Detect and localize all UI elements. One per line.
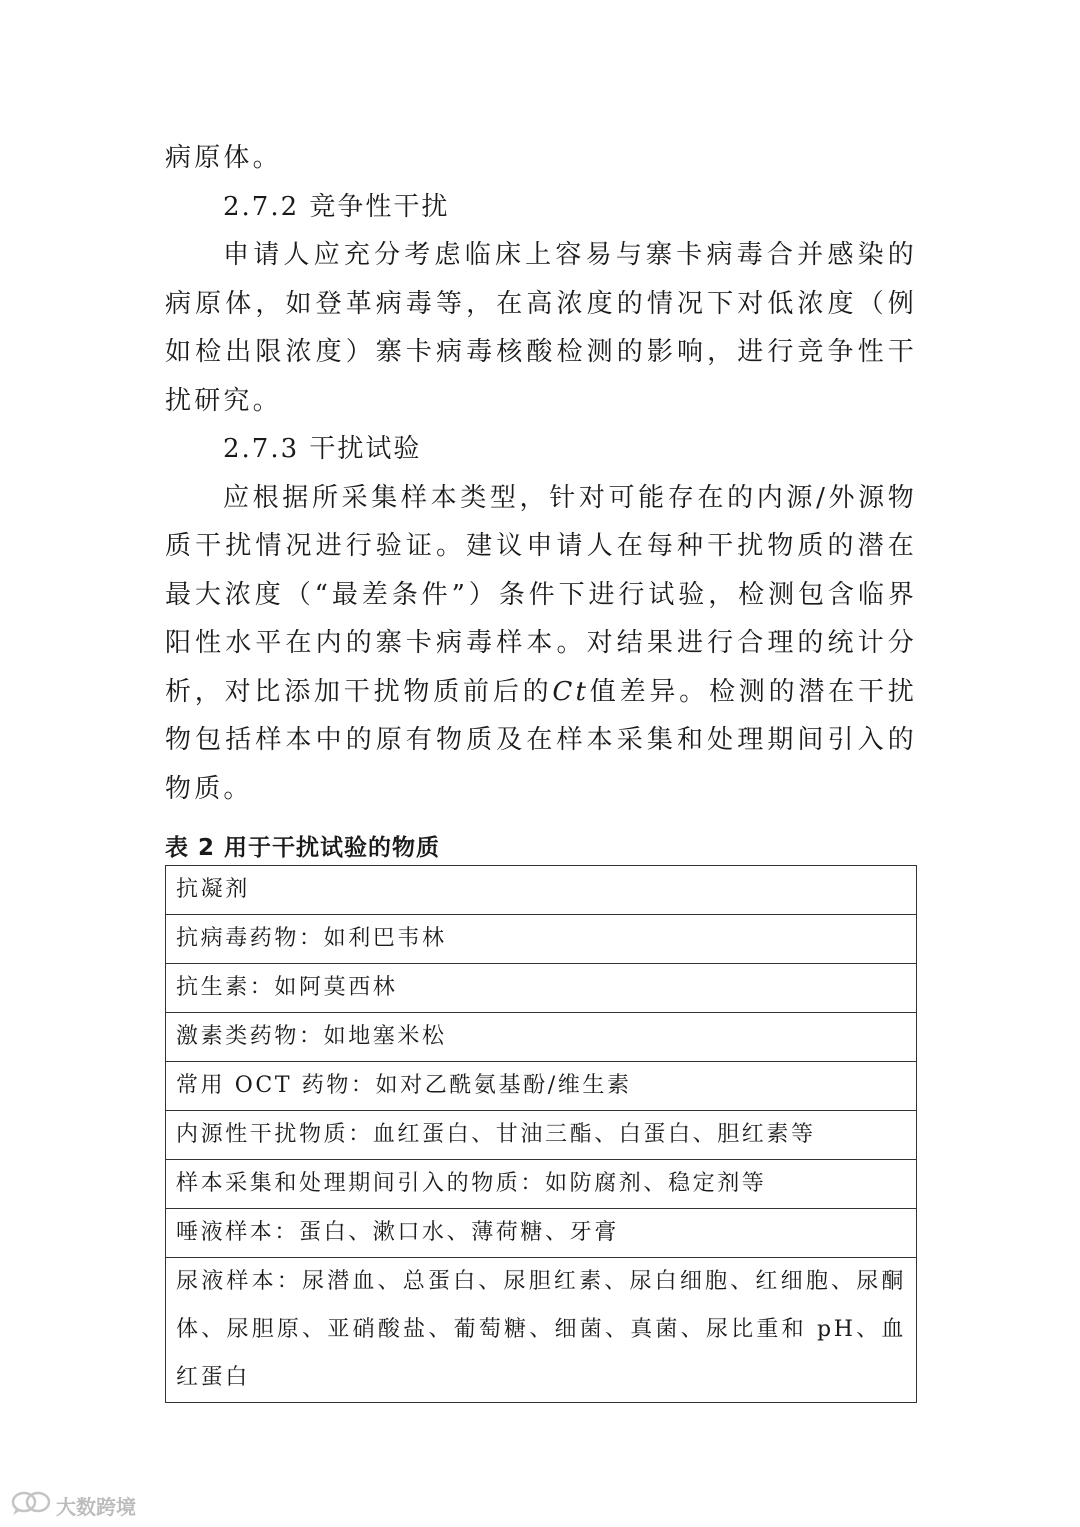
paragraph-continuation: 病原体。 xyxy=(165,143,282,173)
table-cell: 激素类药物：如地塞米松 xyxy=(166,1013,917,1062)
table-row xyxy=(166,1062,917,1111)
table-caption: 表 2 用于干扰试验的物质 xyxy=(165,835,441,861)
interference-substances-table xyxy=(165,865,917,1403)
table-cell: 内源性干扰物质：血红蛋白、甘油三酯、白蛋白、胆红素等 xyxy=(166,1111,917,1160)
table-row xyxy=(166,1013,917,1062)
paragraph-interference-test xyxy=(165,474,917,814)
table-row xyxy=(166,866,917,915)
ct-term: Ct xyxy=(552,676,590,707)
table-cell: 常用 OCT 药物：如对乙酰氨基酚/维生素 xyxy=(166,1062,917,1111)
table-row xyxy=(166,1160,917,1209)
table-cell: 抗凝剂 xyxy=(166,866,917,915)
table-cell: 样本采集和处理期间引入的物质：如防腐剂、稳定剂等 xyxy=(166,1160,917,1209)
body-text xyxy=(165,134,917,813)
watermark-text: 大数跨境 xyxy=(56,1495,136,1519)
table-cell: 尿液样本：尿潜血、总蛋白、尿胆红素、尿白细胞、红细胞、尿酮体、尿胆原、亚硝酸盐、葡萄糖、细菌、真菌、尿比重和 pH、血红蛋白 xyxy=(166,1258,917,1403)
paragraph-competitive-interference: 申请人应充分考虑临床上容易与寨卡病毒合并感染的病原体，如登革病毒等，在高浓度的情况下对低浓度（例如检出限浓度）寨卡病毒核酸检测的影响，进行竞争性干扰研究。 xyxy=(165,240,917,416)
paragraph-interference-test-part2: 值差异。检测的潜在干扰物包括样本中的原有物质及在样本采集和处理期间引入的物质。 xyxy=(165,676,917,804)
paragraph-interference-test-part1: 应根据所采集样本类型，针对可能存在的内源/外源物质干扰情况进行验证。建议申请人在每种干扰物质的潜在最大浓度（“最差条件”）条件下进行试验，检测包含临界阳性水平在内的寨卡病毒样本。对结果进行合理的统计分析，对比添加干扰物质前后的 xyxy=(165,482,917,707)
table-cell: 唾液样本：蛋白、漱口水、薄荷糖、牙膏 xyxy=(166,1209,917,1258)
table-cell: 抗病毒药物：如利巴韦林 xyxy=(166,915,917,964)
table-row xyxy=(166,1258,917,1403)
table-row xyxy=(166,1111,917,1160)
table-cell: 抗生素：如阿莫西林 xyxy=(166,964,917,1013)
table-row xyxy=(166,915,917,964)
chat-bubble-logo-icon xyxy=(10,1490,52,1521)
table-row xyxy=(166,1209,917,1258)
section-heading-2-7-3: 2.7.3 干扰试验 xyxy=(223,434,422,464)
section-heading-2-7-2: 2.7.2 竞争性干扰 xyxy=(223,191,450,222)
table-row xyxy=(166,964,917,1013)
watermark xyxy=(10,1490,136,1521)
